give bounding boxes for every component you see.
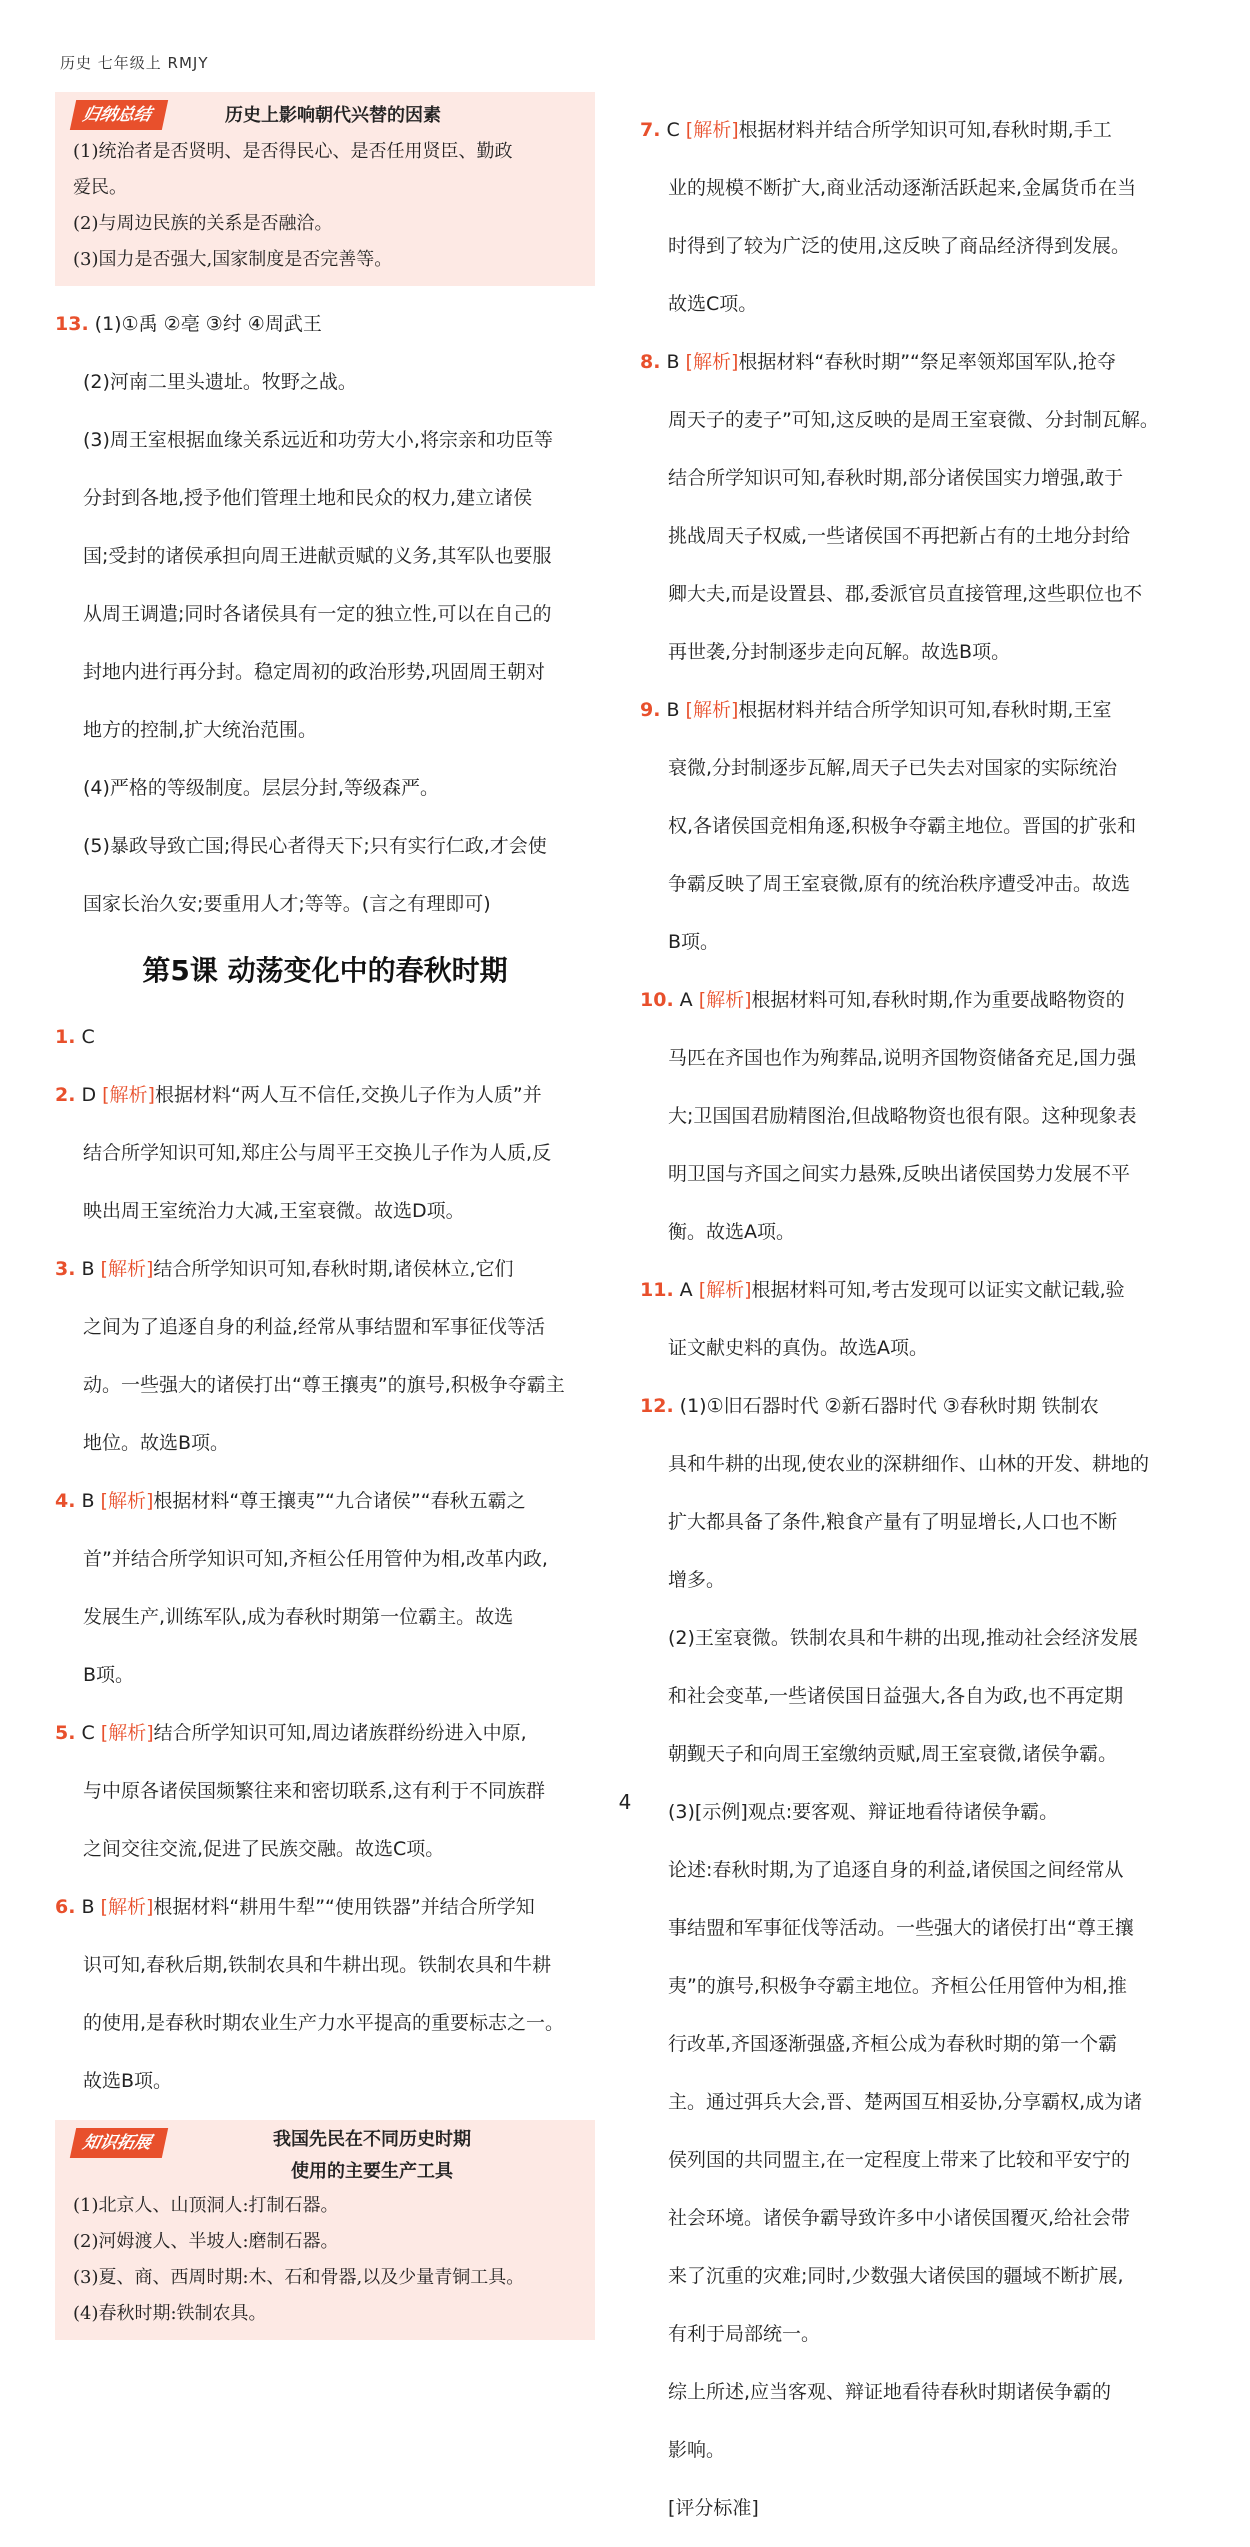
right-column: [640, 92, 1180, 2547]
question-12: [640, 1387, 1180, 2528]
answer-line: 识可知,春秋后期,铁制农具和牛耕出现。铁制农具和牛耕: [83, 1954, 552, 1976]
answer-line: 根据材料“尊王攘夷”“九合诸侯”“春秋五霸之: [153, 1490, 526, 1512]
answer-line: 地位。故选B项。: [83, 1432, 230, 1454]
knowledge-line: (2)河姆渡人、半坡人:磨制石器。: [73, 2231, 339, 2252]
answer-line: 结合所学知识可知,春秋时期,诸侯林立,它们: [153, 1258, 514, 1280]
answer-item: [55, 1076, 595, 1231]
answer-item: [640, 343, 1180, 672]
answer-line: 国;受封的诸侯承担向周王进献贡赋的义务,其军队也要服: [83, 545, 552, 567]
answer-line: 根据材料可知,考古发现可以证实文献记载,验: [751, 1279, 1125, 1301]
answer-line: (2)河南二里头遗址。牧野之战。: [83, 371, 357, 393]
answer-line: 马匹在齐国也作为殉葬品,说明齐国物资储备充足,国力强: [668, 1047, 1137, 1069]
answer-line: 根据材料“两人互不信任,交换儿子作为人质”并: [154, 1084, 542, 1106]
analysis-tag: [解析]: [685, 119, 739, 141]
answer-line: B项。: [668, 931, 720, 953]
question-number: 6.: [55, 1896, 76, 1918]
answer-line: 之间为了追逐自身的利益,经常从事结盟和军事征伐等活: [83, 1316, 546, 1338]
answer-line: (4)严格的等级制度。层层分封,等级森严。: [83, 777, 439, 799]
answer-line: 夷”的旗号,积极争夺霸主地位。齐桓公任用管仲为相,推: [668, 1975, 1127, 1997]
answer-line: 地方的控制,扩大统治范围。: [83, 719, 318, 741]
page-header: 历史 七年级上 RMJY: [60, 54, 209, 72]
answer-line: 与中原各诸侯国频繁往来和密切联系,这有利于不同族群: [83, 1780, 546, 1802]
answer-line: 根据材料并结合所学知识可知,春秋时期,手工: [738, 119, 1112, 141]
answer-item: [640, 691, 1180, 962]
answer-line: 结合所学知识可知,周边诸族群纷纷进入中原,: [153, 1722, 527, 1744]
knowledge-line: (4)春秋时期:铁制农具。: [73, 2303, 267, 2324]
analysis-tag: [解析]: [100, 1490, 154, 1512]
question-number: 8.: [640, 351, 661, 373]
answer-line: 故选C项。: [668, 293, 758, 315]
answer-line: (5)暴政导致亡国;得民心者得天下;只有实行仁政,才会使: [83, 835, 547, 857]
analysis-tag: [解析]: [102, 1084, 155, 1106]
answer-line: 增多。: [668, 1569, 726, 1591]
answer-line: 故选B项。: [83, 2070, 173, 2092]
answer-line: 争霸反映了周王室衰微,原有的统治秩序遭受冲击。故选: [668, 873, 1131, 895]
answer-letter: B: [81, 1490, 95, 1512]
answer-item: [55, 1482, 595, 1695]
answer-line: 侯列国的共同盟主,在一定程度上带来了比较和平安宁的: [668, 2149, 1131, 2171]
answer-letter: A: [679, 989, 693, 1011]
question-number: 13.: [55, 313, 89, 335]
answer-line: (3)周王室根据血缘关系远近和功劳大小,将宗亲和功臣等: [83, 429, 553, 451]
analysis-tag: [解析]: [698, 989, 752, 1011]
page-number: 4: [618, 1790, 632, 1814]
answer-item: [640, 981, 1180, 1252]
analysis-tag: [解析]: [100, 1896, 154, 1918]
answer-line: 根据材料并结合所学知识可知,春秋时期,王室: [738, 699, 1112, 721]
knowledge-title: 我国先民在不同历史时期: [273, 2129, 471, 2150]
answer-line: 权,各诸侯国竞相角逐,积极争夺霸主地位。晋国的扩张和: [668, 815, 1137, 837]
answer-line: 动。一些强大的诸侯打出“尊王攘夷”的旗号,积极争夺霸主: [83, 1374, 565, 1396]
question-number: 1.: [55, 1026, 76, 1048]
answer-letter: B: [666, 351, 680, 373]
analysis-tag: [解析]: [100, 1722, 154, 1744]
answer-line: 衡。故选A项。: [668, 1221, 795, 1243]
summary-line: (1)统治者是否贤明、是否得民心、是否任用贤臣、勤政: [73, 141, 513, 162]
answer-line: 证文献史料的真伪。故选A项。: [668, 1337, 928, 1359]
question-number: 9.: [640, 699, 661, 721]
answer-letter: D: [81, 1084, 97, 1106]
question-number: 7.: [640, 119, 661, 141]
answer-line: 朝觐天子和向周王室缴纳贡赋,周王室衰微,诸侯争霸。: [668, 1743, 1118, 1765]
answer-item: [55, 1018, 595, 1057]
analysis-tag: [解析]: [685, 351, 739, 373]
answer-line: 国家长治久安;要重用人才;等等。(言之有理即可): [83, 893, 491, 915]
answer-line: 综上所述,应当客观、辩证地看待春秋时期诸侯争霸的: [668, 2381, 1112, 2403]
answer-line: 根据材料可知,春秋时期,作为重要战略物资的: [751, 989, 1125, 1011]
answer-line: 结合所学知识可知,郑庄公与周平王交换儿子作为人质,反: [83, 1142, 552, 1164]
answer-letter: B: [81, 1258, 95, 1280]
analysis-tag: [解析]: [100, 1258, 154, 1280]
knowledge-line: (1)北京人、山顶洞人:打制石器。: [73, 2195, 339, 2216]
answer-line: 社会环境。诸侯争霸导致许多中小诸侯国覆灭,给社会带: [668, 2207, 1131, 2229]
summary-line: (2)与周边民族的关系是否融洽。: [73, 213, 333, 234]
answer-line: 有利于局部统一。: [668, 2323, 821, 2345]
answer-line: 影响。: [668, 2439, 726, 2461]
answer-line: 卿大夫,而是设置县、郡,委派官员直接管理,这些职位也不: [668, 583, 1143, 605]
lesson-title: 第5课 动荡变化中的春秋时期: [142, 954, 508, 987]
answer-line: 业的规模不断扩大,商业活动逐渐活跃起来,金属货币在当: [668, 177, 1137, 199]
answer-line: 之间交往交流,促进了民族交融。故选C项。: [83, 1838, 445, 1860]
summary-badge: 归纳总结: [70, 100, 168, 130]
answer-line: 封地内进行再分封。稳定周初的政治形势,巩固周王朝对: [83, 661, 546, 683]
answer-line: 再世袭,分封制逐步走向瓦解。故选B项。: [668, 641, 1011, 663]
answer-line: [评分标准]: [668, 2497, 759, 2519]
answer-line: 的使用,是春秋时期农业生产力水平提高的重要标志之一。: [83, 2012, 565, 2034]
question-number: 3.: [55, 1258, 76, 1280]
summary-line: (3)国力是否强大,国家制度是否完善等。: [73, 249, 393, 270]
knowledge-title: 使用的主要生产工具: [291, 2161, 453, 2182]
analysis-tag: [解析]: [685, 699, 739, 721]
question-number: 5.: [55, 1722, 76, 1744]
left-answers: [55, 1018, 595, 2101]
answer-letter: B: [666, 699, 680, 721]
answer-line: 结合所学知识可知,春秋时期,部分诸侯国实力增强,敢于: [668, 467, 1124, 489]
answer-line: (3)[示例]观点:要客观、辩证地看待诸侯争霸。: [668, 1801, 1059, 1823]
answer-line: 根据材料“耕用牛犁”“使用铁器”并结合所学知: [153, 1896, 535, 1918]
answer-line: 行改革,齐国逐渐强盛,齐桓公成为春秋时期的第一个霸: [668, 2033, 1118, 2055]
answer-line: 映出周王室统治力大减,王室衰微。故选D项。: [83, 1200, 465, 1222]
question-number: 10.: [640, 989, 674, 1011]
answer-letter: C: [81, 1026, 95, 1048]
answer-line: 分封到各地,授予他们管理土地和民众的权力,建立诸侯: [83, 487, 533, 509]
answer-item: [55, 1250, 595, 1463]
answer-line: 主。通过弭兵大会,晋、楚两国互相妥协,分享霸权,成为诸: [668, 2091, 1143, 2113]
answer-line: (1)①旧石器时代 ②新石器时代 ③春秋时期 铁制农: [679, 1395, 1099, 1417]
answer-line: 挑战周天子权威,一些诸侯国不再把新占有的土地分封给: [668, 525, 1131, 547]
summary-box: [55, 92, 595, 286]
answer-letter: C: [666, 119, 680, 141]
analysis-tag: [解析]: [698, 1279, 752, 1301]
answer-line: 时得到了较为广泛的使用,这反映了商品经济得到发展。: [668, 235, 1131, 257]
summary-line: 爱民。: [73, 177, 127, 198]
question-number: 12.: [640, 1395, 674, 1417]
answer-line: 扩大都具备了条件,粮食产量有了明显增长,人口也不断: [668, 1511, 1118, 1533]
answer-line: 周天子的麦子”可知,这反映的是周王室衰微、分封制瓦解。: [668, 409, 1159, 431]
knowledge-line: (3)夏、商、西周时期:木、石和骨器,以及少量青铜工具。: [73, 2267, 525, 2288]
answer-item: [55, 1888, 595, 2101]
right-answers: [640, 111, 1180, 1368]
answer-line: 事结盟和军事征伐等活动。一些强大的诸侯打出“尊王攘: [668, 1917, 1134, 1939]
answer-line: 根据材料“春秋时期”“祭足率领郑国军队,抢夺: [738, 351, 1116, 373]
question-13: [55, 305, 595, 924]
answer-item: [640, 111, 1180, 324]
summary-title: 历史上影响朝代兴替的因素: [225, 104, 441, 126]
answer-line: (1)①禹 ②亳 ③纣 ④周武王: [94, 313, 322, 335]
answer-line: (2)王室衰微。铁制农具和牛耕的出现,推动社会经济发展: [668, 1627, 1138, 1649]
answer-line: 和社会变革,一些诸侯国日益强大,各自为政,也不再定期: [668, 1685, 1124, 1707]
question-number: 11.: [640, 1279, 674, 1301]
answer-letter: C: [81, 1722, 95, 1744]
answer-line: 衰微,分封制逐步瓦解,周天子已失去对国家的实际统治: [668, 757, 1118, 779]
answer-line: B项。: [83, 1664, 135, 1686]
answer-line: 具和牛耕的出现,使农业的深耕细作、山林的开发、耕地的: [668, 1453, 1150, 1475]
answer-line: 发展生产,训练军队,成为春秋时期第一位霸主。故选: [83, 1606, 514, 1628]
question-number: 4.: [55, 1490, 76, 1512]
question-number: 2.: [55, 1084, 76, 1106]
knowledge-box: [55, 2120, 595, 2340]
knowledge-badge: 知识拓展: [70, 2128, 168, 2158]
answer-line: 大;卫国国君励精图治,但战略物资也很有限。这种现象表: [668, 1105, 1137, 1127]
answer-item: [640, 1271, 1180, 1368]
answer-letter: A: [679, 1279, 693, 1301]
answer-line: 论述:春秋时期,为了追逐自身的利益,诸侯国之间经常从: [668, 1859, 1124, 1881]
answer-line: 首”并结合所学知识可知,齐桓公任用管仲为相,改革内政,: [83, 1548, 548, 1570]
answer-line: 从周王调遣;同时各诸侯具有一定的独立性,可以在自己的: [83, 603, 552, 625]
answer-letter: B: [81, 1896, 95, 1918]
answer-line: 明卫国与齐国之间实力悬殊,反映出诸侯国势力发展不平: [668, 1163, 1131, 1185]
left-column: [55, 92, 595, 2350]
answer-line: 来了沉重的灾难;同时,少数强大诸侯国的疆域不断扩展,: [668, 2265, 1124, 2287]
